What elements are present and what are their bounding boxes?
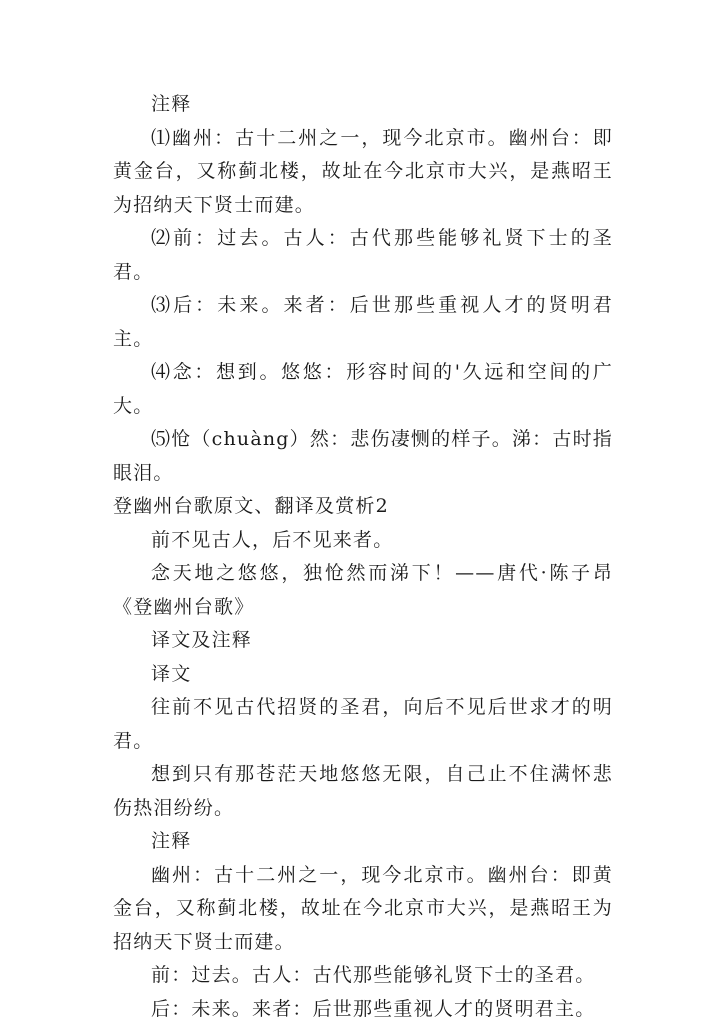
note-paragraph: ⑸怆（chuàng）然：悲伤凄恻的样子。涕：古时指眼泪。 bbox=[113, 423, 613, 490]
note-paragraph: ⑶后：未来。来者：后世那些重视人才的贤明君主。 bbox=[113, 289, 613, 356]
note-paragraph: ⑷念：想到。悠悠：形容时间的'久远和空间的广大。 bbox=[113, 356, 613, 423]
poem-line: 前不见古人，后不见来者。 bbox=[113, 524, 613, 558]
section-title: 登幽州台歌原文、翻译及赏析2 bbox=[113, 490, 613, 524]
poem-line: 念天地之悠悠，独怆然而涕下！——唐代·陈子昂《登幽州台歌》 bbox=[113, 557, 613, 624]
note-paragraph: 后：未来。来者：后世那些重视人才的贤明君主。 bbox=[113, 993, 613, 1026]
note-paragraph: 前：过去。古人：古代那些能够礼贤下士的圣君。 bbox=[113, 959, 613, 993]
document-body bbox=[113, 88, 613, 1026]
note-paragraph: ⑴幽州：古十二州之一，现今北京市。幽州台：即黄金台，又称蓟北楼，故址在今北京市大兴，是燕昭王为招纳天下贤士而建。 bbox=[113, 122, 613, 223]
notes-heading: 注释 bbox=[113, 88, 613, 122]
translation-notes-heading: 译文及注释 bbox=[113, 624, 613, 658]
translation-paragraph: 往前不见古代招贤的圣君，向后不见后世求才的明君。 bbox=[113, 691, 613, 758]
note-paragraph: ⑵前：过去。古人：古代那些能够礼贤下士的圣君。 bbox=[113, 222, 613, 289]
notes-heading: 注释 bbox=[113, 825, 613, 859]
note-paragraph: 幽州：古十二州之一，现今北京市。幽州台：即黄金台，又称蓟北楼，故址在今北京市大兴，是燕昭王为招纳天下贤士而建。 bbox=[113, 859, 613, 960]
translation-paragraph: 想到只有那苍茫天地悠悠无限，自己止不住满怀悲伤热泪纷纷。 bbox=[113, 758, 613, 825]
translation-heading: 译文 bbox=[113, 658, 613, 692]
